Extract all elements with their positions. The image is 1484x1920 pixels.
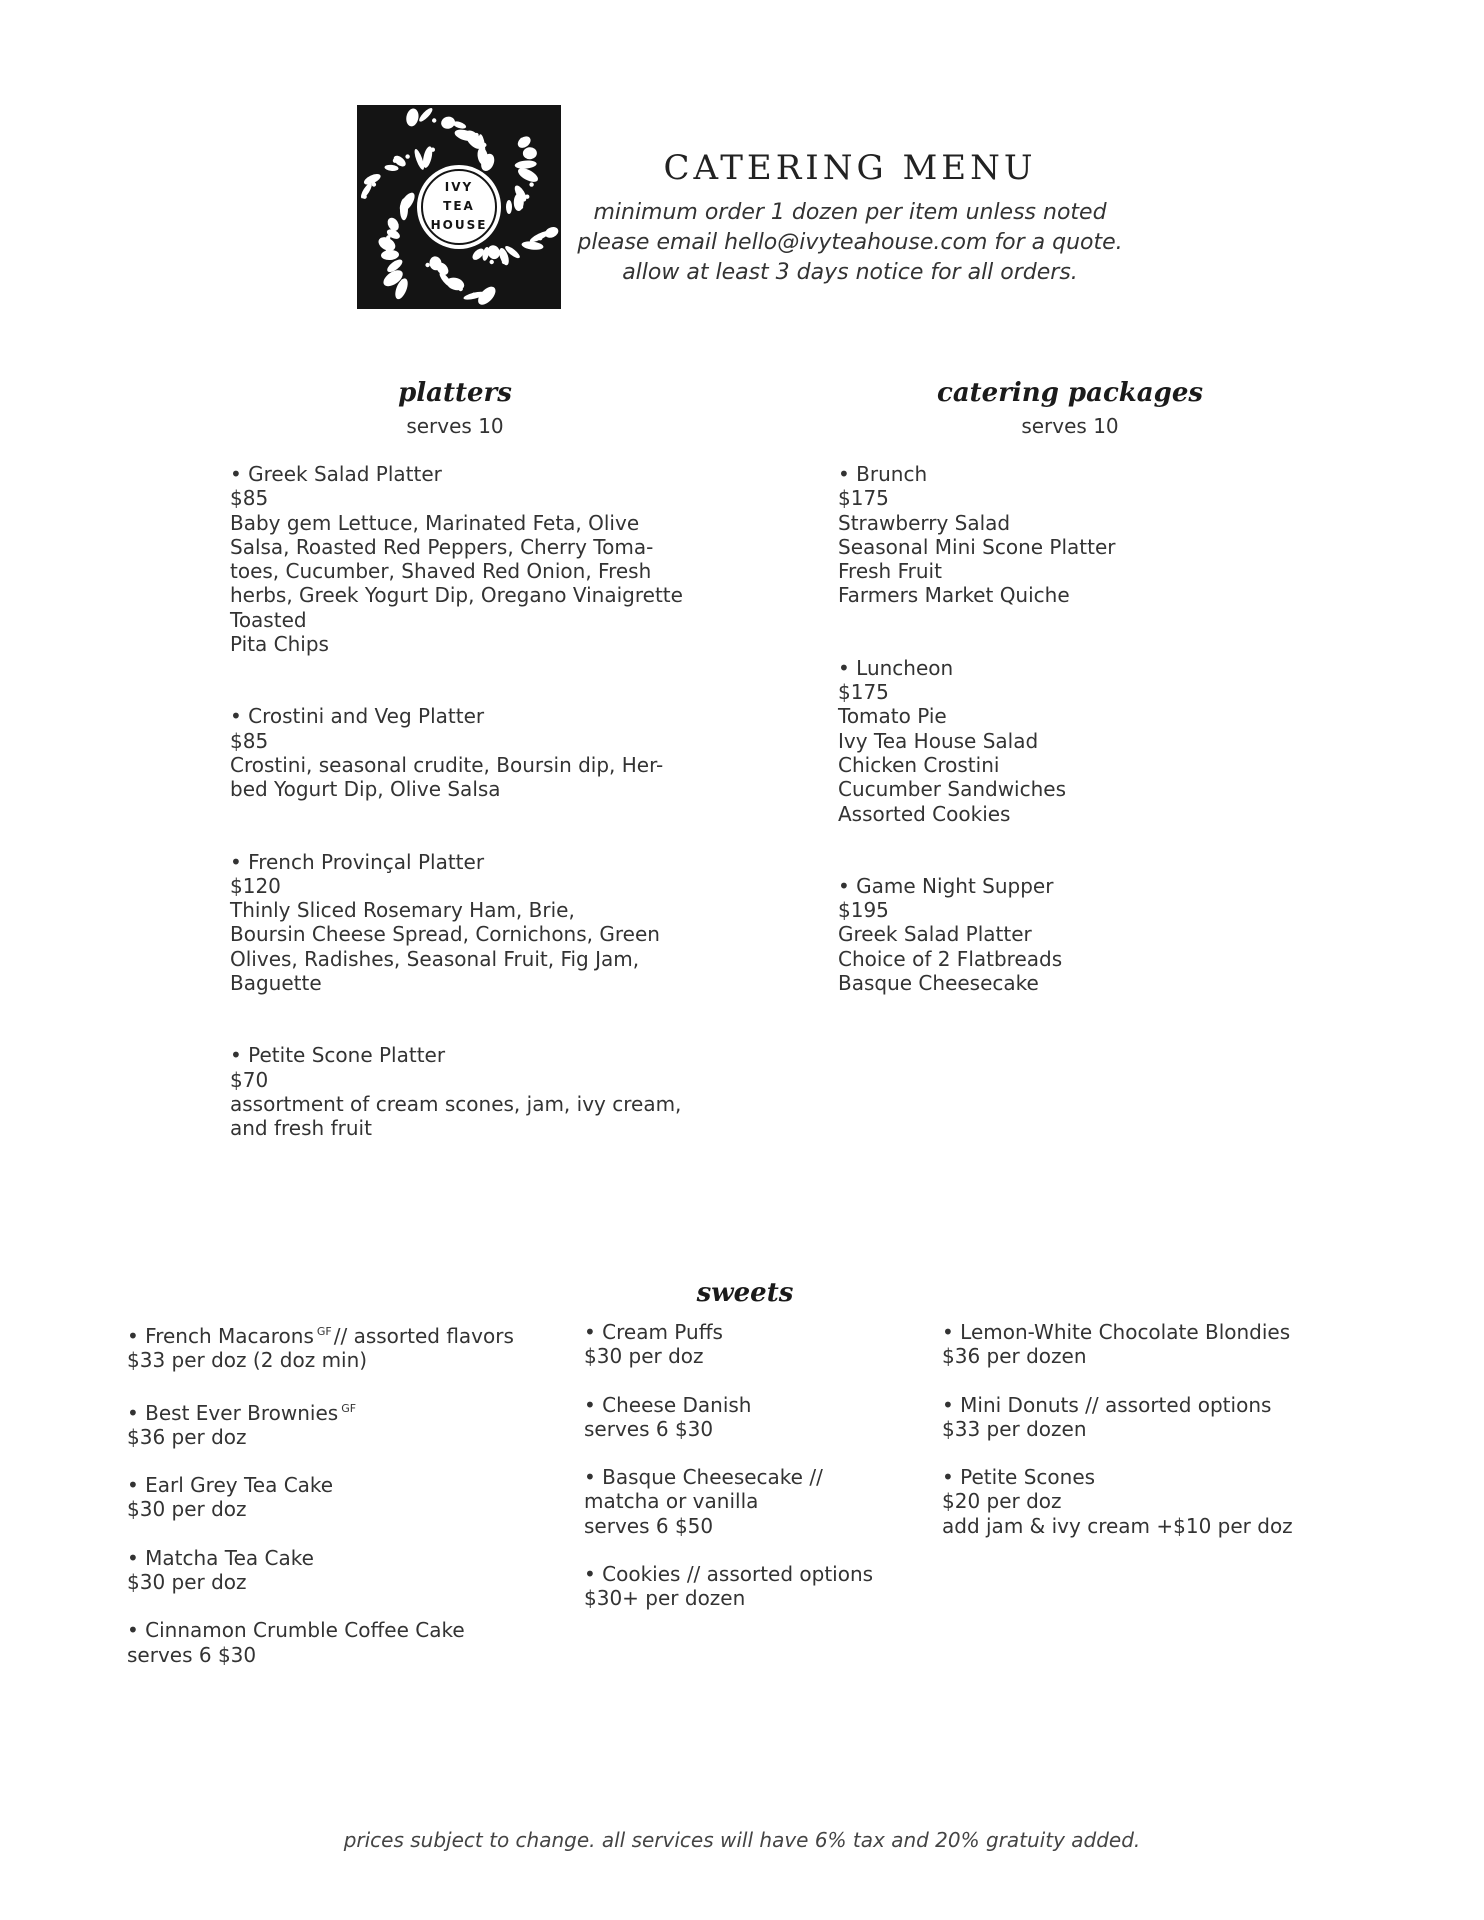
svg-text:TEA: TEA (443, 199, 475, 213)
leaf-mark (506, 200, 512, 214)
item-details: serves 6 $30 (584, 1416, 714, 1441)
item-name: • Basque Cheesecake // (584, 1465, 823, 1490)
item-name-suffix: // assorted flavors (333, 1324, 514, 1348)
berry-mark (372, 182, 376, 186)
menu-item (584, 1393, 924, 1442)
item-name (127, 1397, 577, 1425)
item-details: $30 per doz (127, 1497, 247, 1522)
berry-mark (401, 279, 405, 283)
menu-item (584, 1562, 924, 1611)
menu-item (127, 1473, 577, 1522)
item-details: $36 per dozen (942, 1344, 1087, 1369)
menu-item (942, 1320, 1362, 1369)
item-details: $20 per doz add jam & ivy cream +$10 per doz (942, 1489, 1293, 1538)
item-name: • French Provinçal Platter (230, 849, 485, 874)
berry-mark (472, 293, 476, 297)
platters-subheading: serves 10 (406, 414, 504, 438)
item-price: $175 (838, 680, 889, 705)
packages-heading: catering packages (936, 378, 1204, 408)
packages-subheading: serves 10 (1021, 414, 1119, 438)
berry-mark (502, 260, 506, 264)
platters-heading: platters (398, 378, 512, 408)
item-details: Strawberry Salad Seasonal Mini Scone Platter Fresh Fruit Farmers Market Quiche (838, 510, 1116, 608)
item-name-text: • Best Ever Brownies (127, 1400, 339, 1425)
page-title: CATERING MENU (663, 148, 1037, 188)
berry-mark (524, 152, 528, 156)
menu-item (942, 1393, 1362, 1442)
item-name: • Petite Scones (942, 1465, 1096, 1490)
platters-list (230, 462, 700, 1189)
item-details: $33 per dozen (942, 1416, 1087, 1441)
intro-line: please email hello@ivyteahouse.com for a quote. (577, 230, 1123, 255)
intro-line: allow at least 3 days notice for all orders. (622, 260, 1078, 285)
item-name: • Matcha Tea Cake (127, 1545, 314, 1570)
menu-item (584, 1320, 924, 1369)
berry-mark (529, 182, 533, 186)
item-details: $36 per doz (127, 1424, 247, 1449)
berry-mark (519, 205, 523, 209)
intro-line: minimum order 1 dozen per item unless noted (593, 200, 1107, 225)
item-price: $195 (838, 898, 889, 923)
sweets-column-1 (127, 1320, 577, 1691)
item-name: • Mini Donuts // assorted options (942, 1392, 1272, 1417)
packages-list (838, 462, 1308, 1043)
menu-item (838, 462, 1308, 608)
menu-item (942, 1465, 1362, 1538)
berry-mark (432, 118, 436, 122)
sweets-column-3 (942, 1320, 1362, 1562)
berry-mark (525, 195, 529, 199)
item-price: $70 (230, 1067, 269, 1092)
item-details: Baby gem Lettuce, Marinated Feta, Olive Salsa, Roasted Red Peppers, Cherry Toma- toes, Cucumber, Shaved Red Onion, Fresh herbs, Greek Yogurt Dip, Oregano Vinaigrette Toasted Pita Chips (230, 510, 683, 657)
item-name (127, 1320, 577, 1348)
berry-mark (386, 249, 390, 253)
item-details: Greek Salad Platter Choice of 2 Flatbreads Basque Cheesecake (838, 922, 1063, 996)
menu-item (127, 1397, 577, 1450)
item-details: Tomato Pie Ivy Tea House Salad Chicken Crostini Cucumber Sandwiches Assorted Cookies (838, 704, 1067, 826)
item-name: • Brunch (838, 462, 928, 486)
menu-item (127, 1546, 577, 1595)
intro-text (560, 198, 1140, 288)
item-name: • Cinnamon Crumble Coffee Cake (127, 1618, 465, 1643)
item-details: Thinly Sliced Rosemary Ham, Brie, Boursin Cheese Spread, Cornichons, Green Olives, Radishes, Seasonal Fruit, Fig Jam, Baguette (230, 898, 660, 996)
item-details: serves 6 $30 (127, 1642, 257, 1667)
berry-mark (490, 260, 494, 264)
item-name: • Cheese Danish (584, 1392, 752, 1417)
berry-mark (459, 287, 463, 291)
item-price: $175 (838, 486, 889, 511)
berry-mark (538, 236, 542, 240)
svg-text:IVY: IVY (444, 180, 474, 194)
berry-mark (386, 235, 390, 239)
menu-item (230, 850, 700, 996)
menu-item (838, 874, 1308, 995)
item-details: matcha or vanilla serves 6 $50 (584, 1489, 759, 1538)
menu-item (127, 1618, 577, 1667)
menu-item (838, 656, 1308, 826)
berry-mark (405, 154, 409, 158)
svg-text:HOUSE: HOUSE (430, 218, 488, 232)
item-name-text: • French Macarons (127, 1324, 314, 1348)
berry-mark (482, 143, 486, 147)
berry-mark (393, 159, 397, 163)
item-name: • Luncheon (838, 655, 954, 680)
footer-note: prices subject to change. all services will have 6% tax and 20% gratuity added. (343, 1828, 1141, 1852)
menu-item (230, 462, 700, 656)
berry-mark (431, 148, 435, 152)
sweets-heading: sweets (696, 1278, 794, 1308)
item-price: $120 (230, 873, 281, 898)
item-details: $30 per doz (584, 1344, 704, 1369)
ivy-tea-house-logo (357, 105, 561, 309)
item-details: assortment of cream scones, jam, ivy cream, and fresh fruit (230, 1091, 682, 1141)
item-name: • Game Night Supper (838, 873, 1054, 898)
menu-item (230, 1043, 700, 1140)
sweets-column-2 (584, 1320, 924, 1635)
gluten-free-tag: GF (316, 1325, 332, 1338)
item-name: • Crostini and Veg Platter (230, 704, 485, 729)
item-price: $85 (230, 728, 269, 753)
item-details: Crostini, seasonal crudite, Boursin dip, Her- bed Yogurt Dip, Olive Salsa (230, 752, 664, 802)
berry-mark (520, 138, 524, 142)
item-details: $30+ per dozen (584, 1586, 746, 1611)
berry-mark (474, 133, 478, 137)
berry-mark (362, 195, 366, 199)
item-name: • Petite Scone Platter (230, 1043, 446, 1068)
berry-mark (425, 263, 429, 267)
ivy-leaf-emblem-icon (357, 105, 561, 309)
berry-mark (447, 279, 451, 283)
gluten-free-tag: GF (341, 1401, 357, 1415)
item-details: $30 per doz (127, 1570, 247, 1595)
item-name: • Lemon-White Chocolate Blondies (942, 1320, 1291, 1344)
item-name: • Cream Puffs (584, 1320, 723, 1344)
item-name: • Greek Salad Platter (230, 462, 442, 486)
item-name: • Earl Grey Tea Cake (127, 1473, 334, 1498)
berry-mark (526, 244, 530, 248)
menu-item (127, 1320, 577, 1373)
item-details: $33 per doz (2 doz min) (127, 1348, 368, 1373)
item-price: $85 (230, 486, 269, 511)
menu-item (230, 704, 700, 801)
menu-item (584, 1465, 924, 1538)
item-name: • Cookies // assorted options (584, 1562, 874, 1587)
